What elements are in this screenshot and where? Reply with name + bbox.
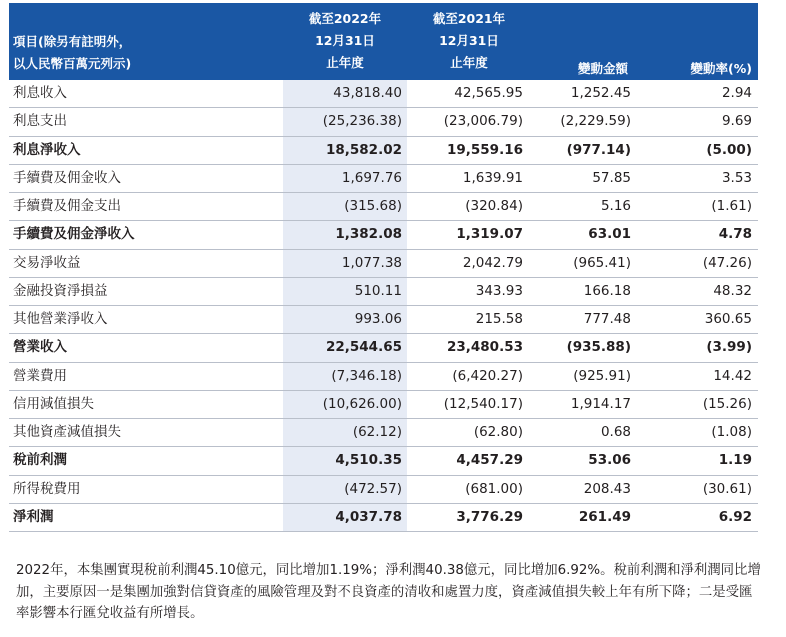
value-2022: 43,818.40: [333, 85, 402, 101]
header-2022-line-1: 截至2022年: [308, 11, 382, 26]
table-row: [9, 193, 758, 221]
value-2021: 215.58: [475, 311, 523, 327]
table-row: [9, 391, 758, 419]
change-amount: 1,914.17: [570, 395, 631, 412]
row-label: 信用減值損失: [13, 395, 94, 412]
header-item-line-2: 以人民幣百萬元列示): [13, 56, 132, 71]
value-2021: (6,420.27): [452, 367, 523, 384]
row-label: 金融投資淨損益: [13, 282, 108, 299]
value-2021: 1,639.91: [462, 169, 523, 186]
header-change-amount: 變動金額: [577, 61, 628, 76]
change-amount: (965.41): [573, 254, 631, 271]
change-amount: 166.18: [583, 282, 631, 299]
change-amount: 1,252.45: [570, 85, 631, 101]
table-row: [9, 306, 758, 334]
value-2022: 22,544.65: [325, 339, 402, 356]
value-2022: (25,236.38): [322, 113, 402, 130]
header-change-rate: 變動率(%): [690, 61, 752, 76]
value-2021: 4,457.29: [456, 452, 523, 469]
change-amount: 0.68: [600, 424, 631, 440]
row-label: 手續費及佣金支出: [13, 198, 121, 214]
row-label: 交易淨收益: [13, 254, 81, 271]
row-label: 營業費用: [13, 367, 67, 384]
change-rate: 9.69: [721, 113, 752, 130]
income-statement-table: [9, 3, 758, 532]
table-row: [9, 108, 758, 136]
value-2022: 510.11: [354, 282, 402, 299]
table-row: [9, 447, 758, 475]
row-label: 所得稅費用: [13, 480, 81, 497]
table-row: [9, 221, 758, 249]
row-label: 利息支出: [13, 113, 67, 130]
change-amount: 63.01: [588, 226, 631, 243]
value-2021: 2,042.79: [462, 254, 523, 271]
row-label: 營業收入: [13, 339, 67, 356]
value-2021: 19,559.16: [446, 141, 523, 158]
value-2021: 23,480.53: [446, 339, 523, 356]
value-2021: (320.84): [465, 198, 523, 214]
value-2022: (7,346.18): [331, 367, 402, 384]
value-2021: (12,540.17): [443, 395, 523, 412]
change-rate: 6.92: [718, 508, 752, 525]
change-amount: (925.91): [573, 367, 631, 384]
value-2021: 42,565.95: [454, 85, 523, 101]
change-rate: (1.08): [711, 424, 752, 440]
value-2021: 343.93: [475, 282, 523, 299]
change-rate: 48.32: [713, 282, 752, 299]
row-label: 利息淨收入: [13, 141, 81, 158]
table-body: [9, 80, 758, 532]
change-rate: (15.26): [702, 395, 752, 412]
change-rate: 360.65: [704, 311, 752, 327]
table-row: [9, 363, 758, 391]
table-row: [9, 334, 758, 362]
header-item-line-1: 項目(除另有註明外，: [13, 34, 132, 49]
value-2022: 18,582.02: [325, 141, 402, 158]
header-year-2022: [285, 8, 405, 74]
header-2022-line-3: 止年度: [326, 55, 364, 70]
row-label: 手續費及佣金淨收入: [13, 226, 135, 243]
value-2022: (315.68): [344, 198, 402, 214]
header-2021-line-1: 截至2021年: [432, 11, 506, 26]
value-2021: 1,319.07: [456, 226, 523, 243]
value-2022: 4,510.35: [335, 452, 402, 469]
change-amount: 53.06: [588, 452, 631, 469]
change-amount: 57.85: [592, 169, 631, 186]
change-rate: 4.78: [718, 226, 752, 243]
row-label: 其他資產減值損失: [13, 424, 121, 440]
change-amount: 208.43: [583, 480, 631, 497]
change-rate: 2.94: [721, 85, 752, 101]
change-amount: (935.88): [566, 339, 631, 356]
header-year-2021: [409, 8, 529, 74]
change-amount: (977.14): [566, 141, 631, 158]
table-row: [9, 165, 758, 193]
commentary-paragraph: 2022年，本集團實現稅前利潤45.10億元，同比增加1.19%；淨利潤40.38億元，同比增加6.92%。稅前利潤和淨利潤同比增加，主要原因一是集團加強對信貸資產的風險管理及對不良資產的清收和處置力度，資產減值損失較上年有所下降；二是受匯率影響本行匯兌收益有所增長。: [16, 563, 761, 621]
row-label: 淨利潤: [13, 508, 54, 525]
change-amount: (2,229.59): [560, 113, 631, 130]
change-rate: (3.99): [706, 339, 752, 356]
change-rate: 14.42: [713, 367, 752, 384]
row-label: 其他營業淨收入: [13, 311, 108, 327]
value-2021: 3,776.29: [456, 508, 523, 525]
value-2022: 1,382.08: [335, 226, 402, 243]
table-row: [9, 278, 758, 306]
table-row: [9, 250, 758, 278]
row-label: 利息收入: [13, 85, 67, 101]
row-label: 稅前利潤: [13, 452, 67, 469]
table-row: [9, 504, 758, 532]
value-2022: (472.57): [344, 480, 402, 497]
header-2021-line-3: 止年度: [450, 55, 488, 70]
change-rate: (1.61): [711, 198, 752, 214]
table-row: [9, 419, 758, 447]
value-2022: (10,626.00): [322, 395, 402, 412]
change-rate: (30.61): [702, 480, 752, 497]
header-item-column: [13, 31, 131, 75]
change-rate: 3.53: [721, 169, 752, 186]
value-2021: (62.80): [473, 424, 523, 440]
change-rate: (5.00): [706, 141, 752, 158]
change-amount: 5.16: [600, 198, 631, 214]
change-rate: (47.26): [702, 254, 752, 271]
value-2022: 4,037.78: [335, 508, 402, 525]
change-amount: 261.49: [578, 508, 631, 525]
table-row: [9, 80, 758, 108]
table-row: [9, 476, 758, 504]
value-2022: (62.12): [352, 424, 402, 440]
table-header: [9, 3, 758, 80]
change-rate: 1.19: [718, 452, 752, 469]
value-2021: (681.00): [465, 480, 523, 497]
table-row: [9, 137, 758, 165]
header-2021-line-2: 12月31日: [439, 33, 499, 48]
value-2022: 1,697.76: [341, 169, 402, 186]
row-label: 手續費及佣金收入: [13, 169, 121, 186]
value-2021: (23,006.79): [443, 113, 523, 130]
value-2022: 993.06: [354, 311, 402, 327]
header-2022-line-2: 12月31日: [315, 33, 375, 48]
change-amount: 777.48: [583, 311, 631, 327]
value-2022: 1,077.38: [341, 254, 402, 271]
